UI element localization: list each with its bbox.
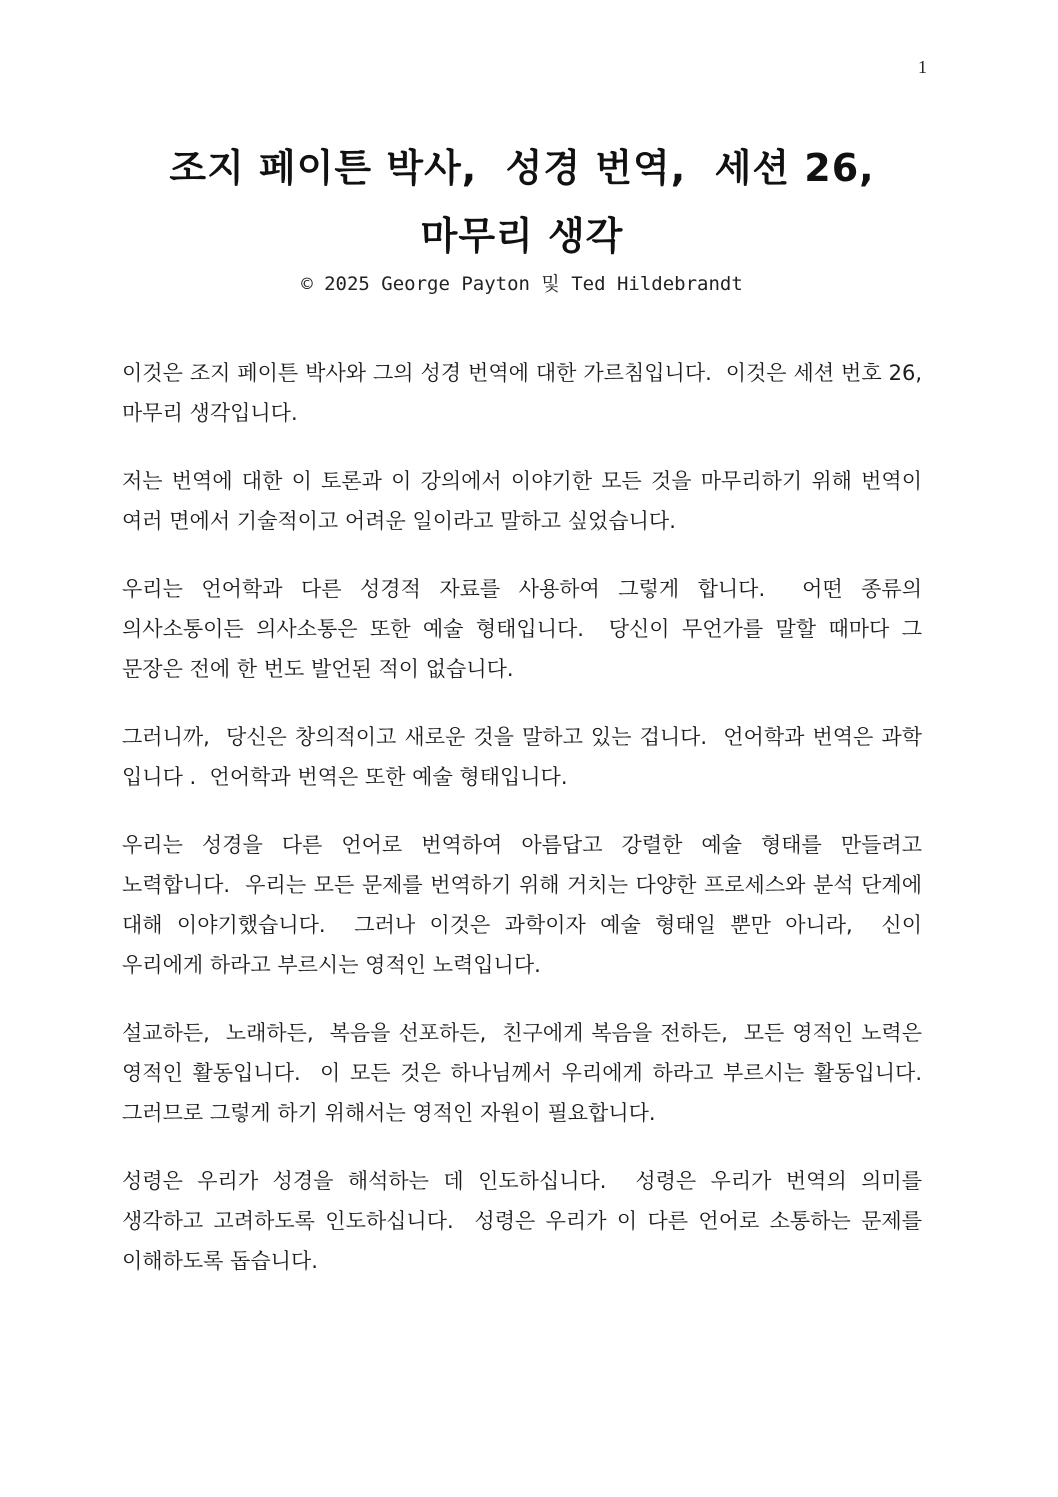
paragraph-7: 성령은 우리가 성경을 해석하는 데 인도하십니다. 성령은 우리가 번역의 의미를 생각하고 고려하도록 인도하십니다. 성령은 우리가 이 다른 언어로 소통하는 문제를 이해하도록 돕습니다. bbox=[122, 1169, 929, 1273]
document-title bbox=[122, 134, 922, 270]
page-content bbox=[0, 134, 1058, 1281]
paragraph-4: 그러니까, 당신은 창의적이고 새로운 것을 말하고 있는 겁니다. 언어학과 번역은 과학 입니다 . 언어학과 번역은 또한 예술 형태입니다. bbox=[122, 725, 929, 789]
page-number: 1 bbox=[918, 57, 927, 77]
paragraph-6: 설교하든, 노래하든, 복음을 선포하든, 친구에게 복음을 전하든, 모든 영적인 노력은 영적인 활동입니다. 이 모든 것은 하나님께서 우리에게 하라고 부르시는 활동입니다. 그러므로 그렇게 하기 위해서는 영적인 자원이 필요합니다. bbox=[122, 1021, 936, 1125]
copyright-byline: © 2025 George Payton 및 Ted Hildebrandt bbox=[301, 273, 743, 295]
title-line-1: 조지 페이튼 박사, 성경 번역, 세션 26, bbox=[169, 146, 875, 190]
paragraph-1: 이것은 조지 페이튼 박사와 그의 성경 번역에 대한 가르침입니다. 이것은 세션 번호 26, 마무리 생각입니다. bbox=[122, 361, 936, 425]
paragraph-2: 저는 번역에 대한 이 토론과 이 강의에서 이야기한 모든 것을 마무리하기 위해 번역이 여러 면에서 기술적이고 어려운 일이라고 말하고 싶었습니다. bbox=[122, 469, 929, 533]
paragraph-3: 우리는 언어학과 다른 성경적 자료를 사용하여 그렇게 합니다. 어떤 종류의 의사소통이든 의사소통은 또한 예술 형태입니다. 당신이 무언가를 말할 때마다 그 문장은 전에 한 번도 발언된 적이 없습니다. bbox=[122, 577, 929, 681]
paragraph-5: 우리는 성경을 다른 언어로 번역하여 아름답고 강렬한 예술 형태를 만들려고 노력합니다. 우리는 모든 문제를 번역하기 위해 거치는 다양한 프로세스와 분석 단계에 대해 이야기했습니다. 그러나 이것은 과학이자 예술 형태일 뿐만 아니라, 신이 우리에게 하라고 부르시는 영적인 노력입니다. bbox=[122, 833, 929, 977]
body-text bbox=[122, 353, 936, 1281]
title-line-2: 마무리 생각 bbox=[420, 214, 624, 258]
